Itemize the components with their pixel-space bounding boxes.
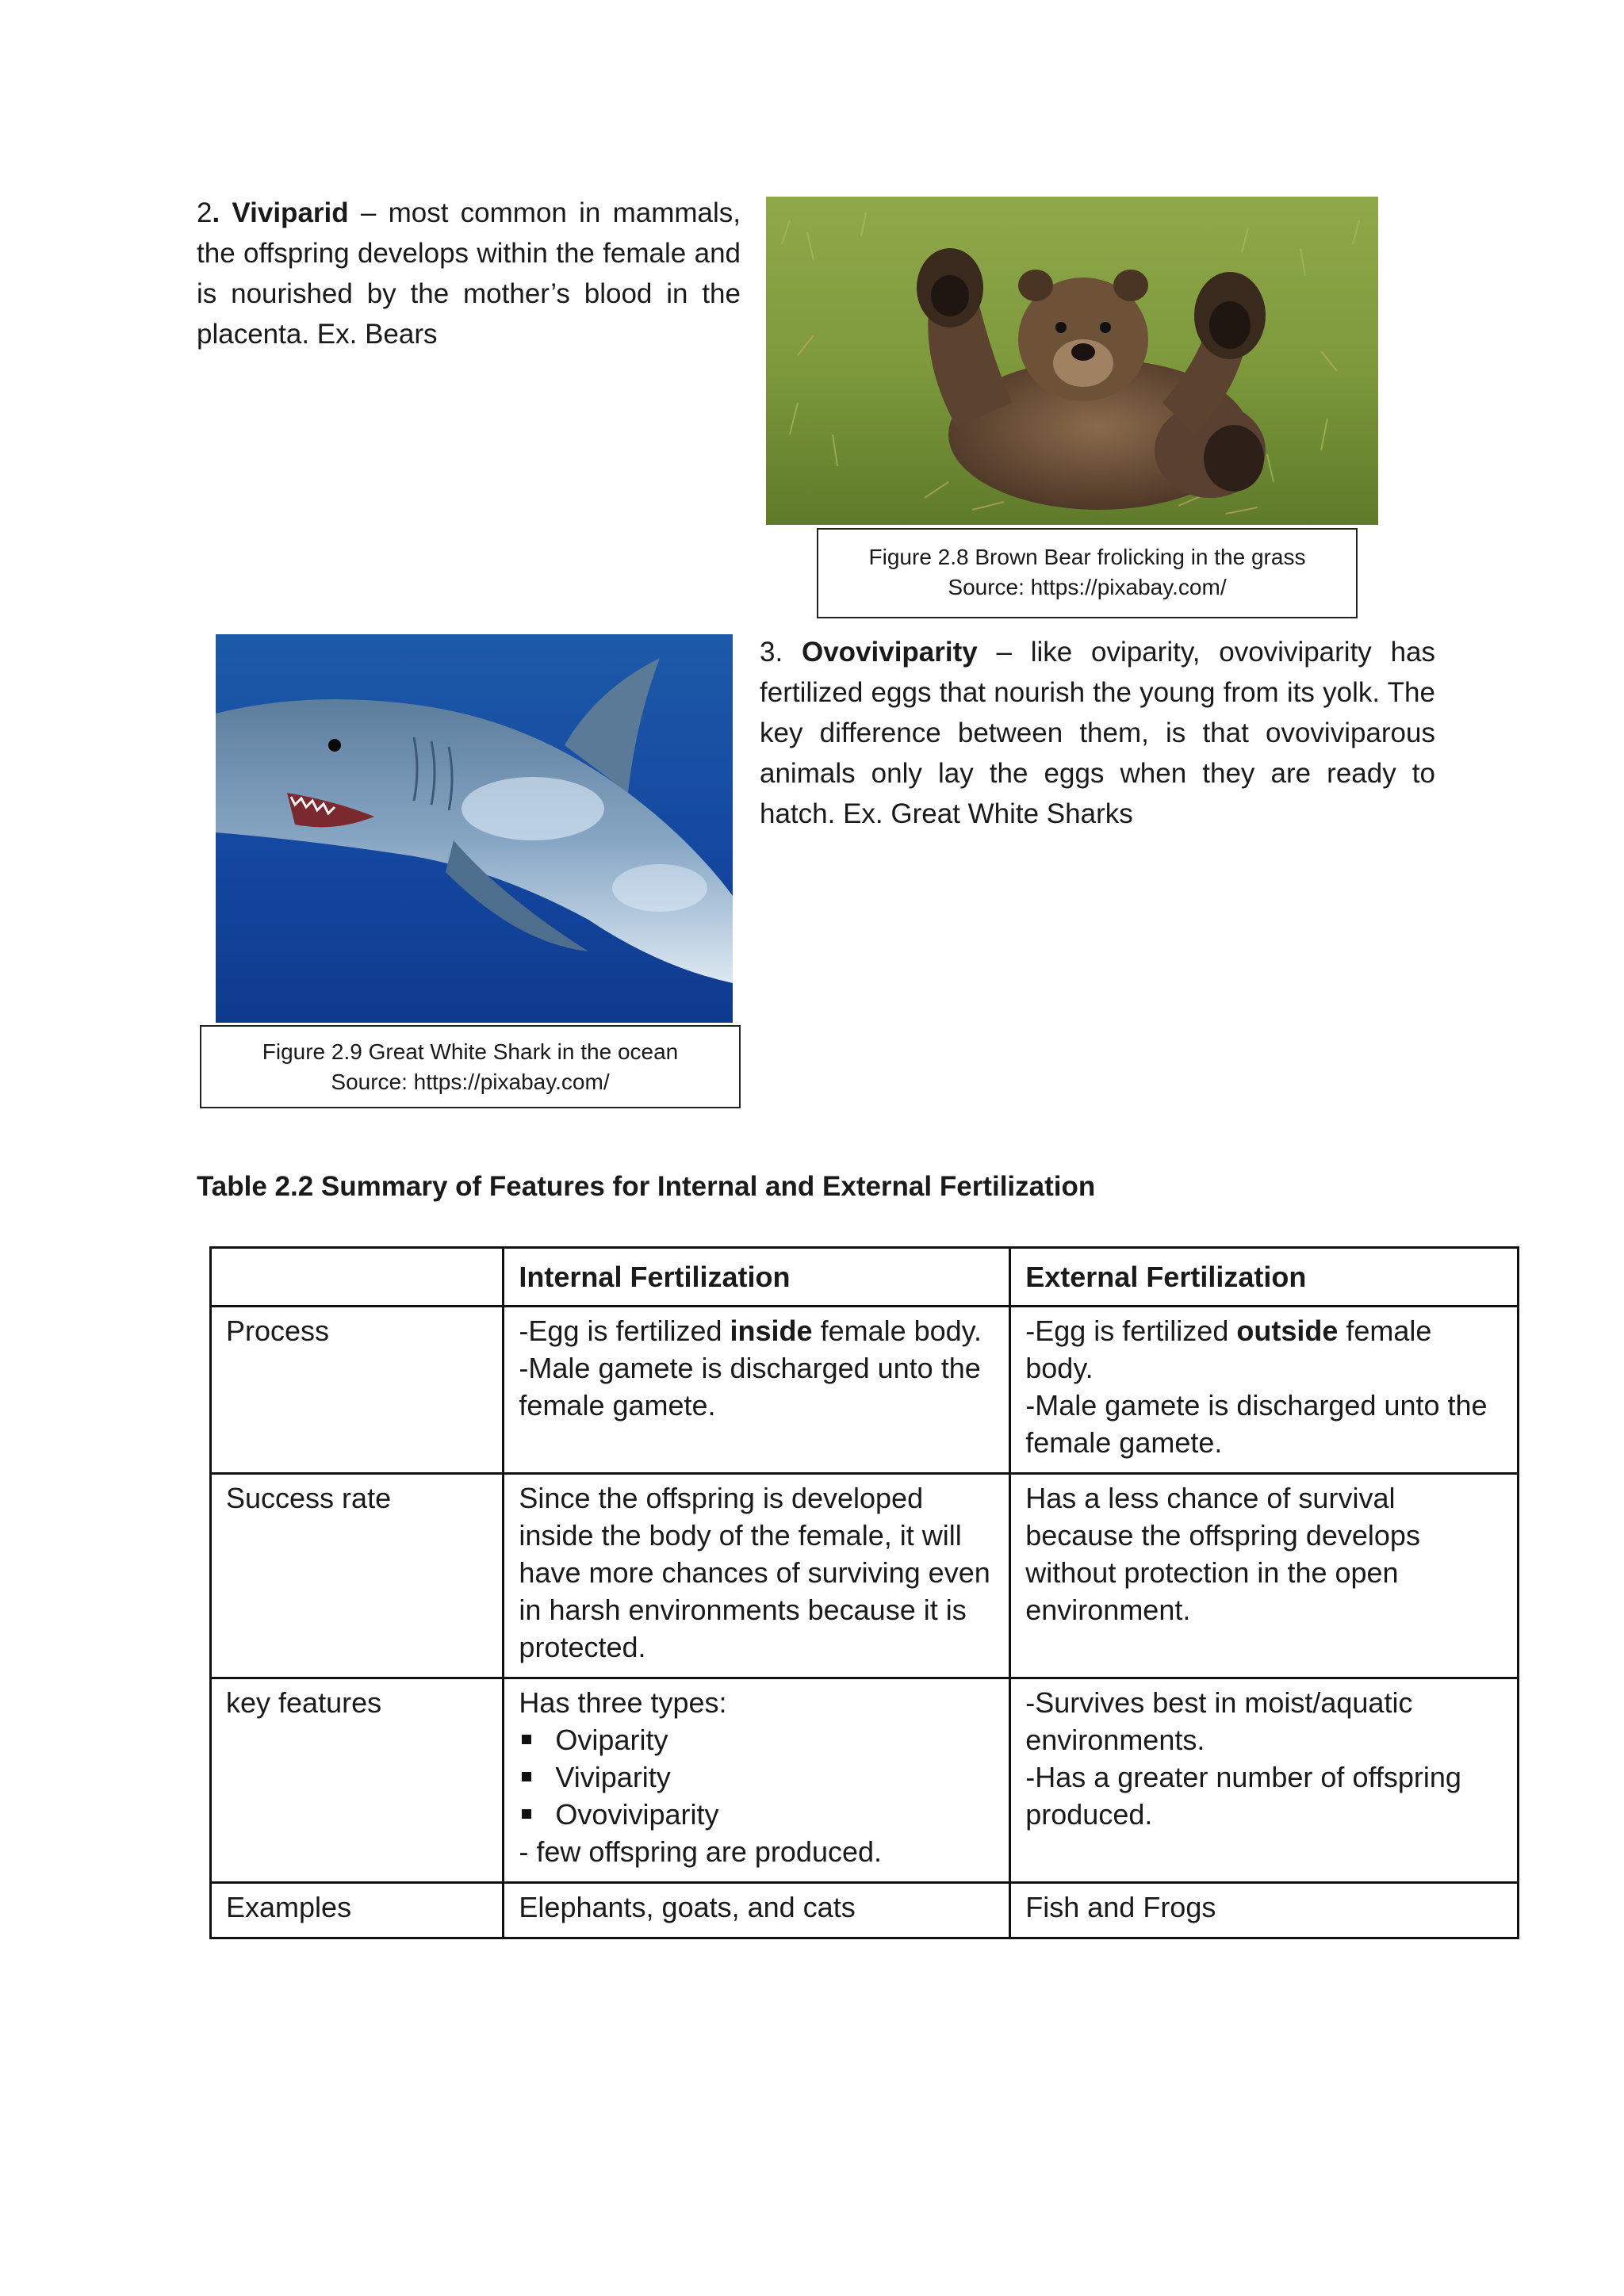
fertilization-summary-table [209,1246,1519,1939]
row-label-process: Process [211,1307,504,1474]
bullet-square-icon [522,1809,531,1819]
row-label-success-rate: Success rate [211,1474,504,1678]
process-external-pre: -Egg is fertilized [1025,1314,1237,1347]
process-external-post: female body. [1025,1314,1432,1384]
list-item [519,1721,994,1758]
table-header-empty [211,1248,504,1307]
viviparid-term: . Viviparid [212,197,349,228]
figure-2-8-caption [817,528,1358,618]
figure-2-9-title: Figure 2.9 Great White Shark in the ocean [262,1039,679,1064]
key-external-line1: -Survives best in moist/aquatic environments. [1025,1686,1413,1756]
process-internal-pre: -Egg is fertilized [519,1314,730,1347]
list-item [519,1758,994,1796]
bullet-square-icon [522,1772,531,1781]
key-external-line2: -Has a greater number of offspring produced. [1025,1761,1461,1831]
fertilization-types-list [519,1721,994,1833]
process-external-bold: outside [1236,1314,1339,1347]
viviparid-number: 2 [197,197,213,228]
viviparid-paragraph [197,193,741,354]
table-row-key-features [211,1678,1519,1883]
table-header-external: External Fertilization [1010,1248,1519,1307]
viviparid-text: – most common in mammals, the offspring develops within the female and is nourished by the mother’s blood in the placenta. Ex. Bears [197,197,741,350]
process-external-cell [1010,1307,1519,1474]
key-internal-intro: Has three types: [519,1686,727,1719]
great-white-shark-image [216,634,733,1023]
table-row-examples [211,1883,1519,1938]
process-internal-line2: -Male gamete is discharged unto the female gamete. [519,1352,981,1422]
key-internal-cell [504,1678,1010,1883]
examples-internal-cell: Elephants, goats, and cats [504,1883,1010,1938]
key-internal-outro: - few offspring are produced. [519,1835,883,1868]
brown-bear-photo [766,197,1378,525]
type-viviparity: Viviparity [555,1761,671,1793]
figure-2-9-caption [200,1025,741,1108]
type-ovoviviparity: Ovoviviparity [555,1798,719,1831]
process-internal-cell [504,1307,1010,1474]
great-white-shark-photo [216,634,733,1023]
key-external-cell [1010,1678,1519,1883]
ovoviviparity-paragraph [760,632,1435,834]
success-external-cell: Has a less chance of survival because the offspring develops without protection in the open environment. [1010,1474,1519,1678]
figure-2-8-source: Source: https://pixabay.com/ [948,575,1227,599]
brown-bear-image [766,197,1378,525]
ovoviviparity-term: Ovoviviparity [801,637,978,668]
type-oviparity: Oviparity [555,1724,668,1756]
ovoviviparity-number: 3. [760,637,802,668]
ovoviviparity-text: – like oviparity, ovoviviparity has fertilized eggs that nourish the young from its yolk. The key difference between them, is that ovoviviparous animals only lay the eggs when they are ready to hatch. Ex. Great White Sharks [760,637,1435,829]
process-external-line2: -Male gamete is discharged unto the female gamete. [1025,1389,1488,1459]
process-internal-bold: inside [730,1314,813,1347]
figure-2-9-source: Source: https://pixabay.com/ [331,1070,610,1094]
bullet-square-icon [522,1735,531,1744]
table-row-process [211,1307,1519,1474]
row-label-examples: Examples [211,1883,504,1938]
process-internal-post: female body. [812,1314,982,1347]
success-internal-cell: Since the offspring is developed inside the body of the female, it will have more chances of surviving even in harsh environments because it is protected. [504,1474,1010,1678]
row-label-key-features: key features [211,1678,504,1883]
table-header-row [211,1248,1519,1307]
list-item [519,1796,994,1833]
table-title: Table 2.2 Summary of Features for Internal and External Fertilization [197,1171,1096,1202]
examples-external-cell: Fish and Frogs [1010,1883,1519,1938]
table-row-success-rate [211,1474,1519,1678]
figure-2-8-title: Figure 2.8 Brown Bear frolicking in the grass [868,545,1306,569]
table-header-internal: Internal Fertilization [504,1248,1010,1307]
